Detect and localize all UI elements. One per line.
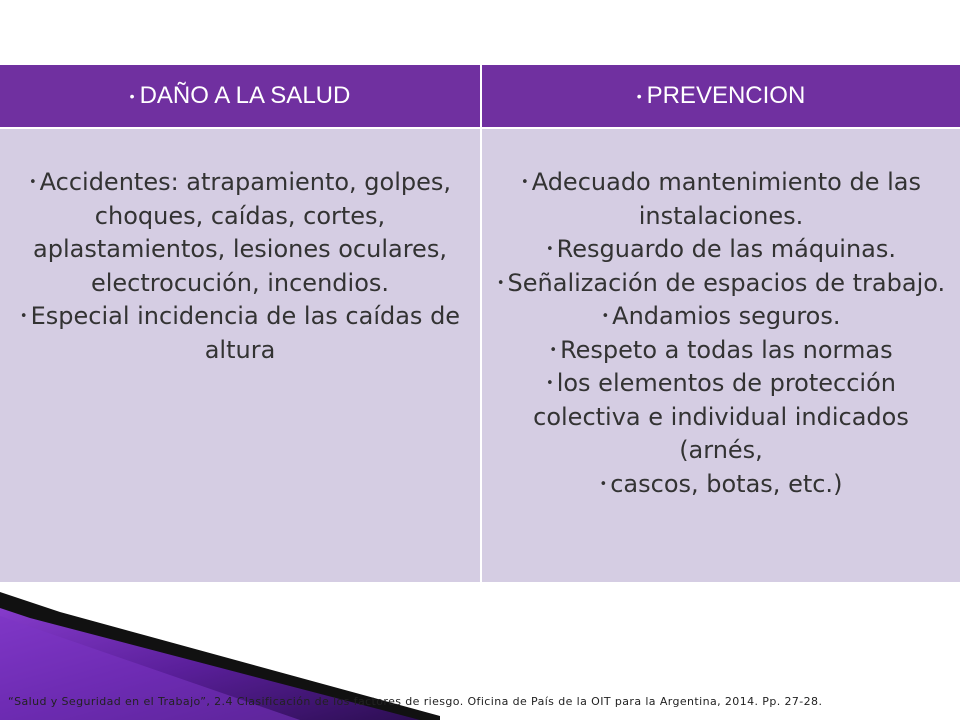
bullet-icon: • [546, 376, 554, 391]
bullet-icon: • [496, 275, 505, 291]
list-item [490, 233, 952, 267]
list-item-text: cascos, botas, etc.) [610, 469, 843, 498]
list-item-text: Respeto a todas las normas [560, 335, 893, 364]
header-dano-label: DAÑO A LA SALUD [139, 82, 351, 109]
list-item-text: los elementos de protección colectiva e individual indicados (arnés, [533, 369, 909, 464]
list-item-text: Especial incidencia de las caídas de altura [30, 302, 461, 364]
list-item [490, 367, 952, 468]
source-footnote: “Salud y Seguridad en el Trabajo”, 2.4 Clasificación de los factores de riesgo. Oficina de País de la OIT para la Argentina, 2014. Pp. 27-28. [8, 695, 823, 708]
bullet-icon: • [549, 342, 558, 358]
list-item [10, 300, 470, 367]
bullet-icon: • [601, 309, 610, 324]
bullet-icon: • [19, 309, 28, 324]
list-item-text: Accidentes: atrapamiento, golpes, choques, caídas, cortes, aplastamientos, lesiones oculares, electrocución, incendios. [33, 168, 452, 297]
list-item-text: Adecuado mantenimiento de las instalaciones. [531, 168, 921, 230]
bullet-icon: • [129, 88, 135, 104]
table-header-dano [0, 65, 480, 127]
header-prevencion-label: PREVENCION [646, 82, 806, 109]
bullet-icon: • [636, 88, 642, 104]
list-item [490, 267, 952, 301]
cell-prevencion [482, 129, 960, 582]
cell-dano [0, 129, 480, 582]
list-item [490, 468, 952, 502]
bullet-icon: • [28, 175, 37, 190]
list-item-text: Andamios seguros. [612, 302, 841, 330]
list-item [490, 334, 952, 368]
bullet-icon: • [521, 175, 529, 190]
list-item-text: Señalización de espacios de trabajo. [507, 268, 946, 297]
bullet-icon: • [599, 476, 608, 492]
bullet-icon: • [545, 242, 554, 257]
list-item-text: Resguardo de las máquinas. [556, 235, 897, 263]
table-header-prevencion [482, 65, 960, 127]
list-item [490, 300, 952, 334]
list-item [490, 166, 952, 233]
list-item [10, 166, 470, 300]
